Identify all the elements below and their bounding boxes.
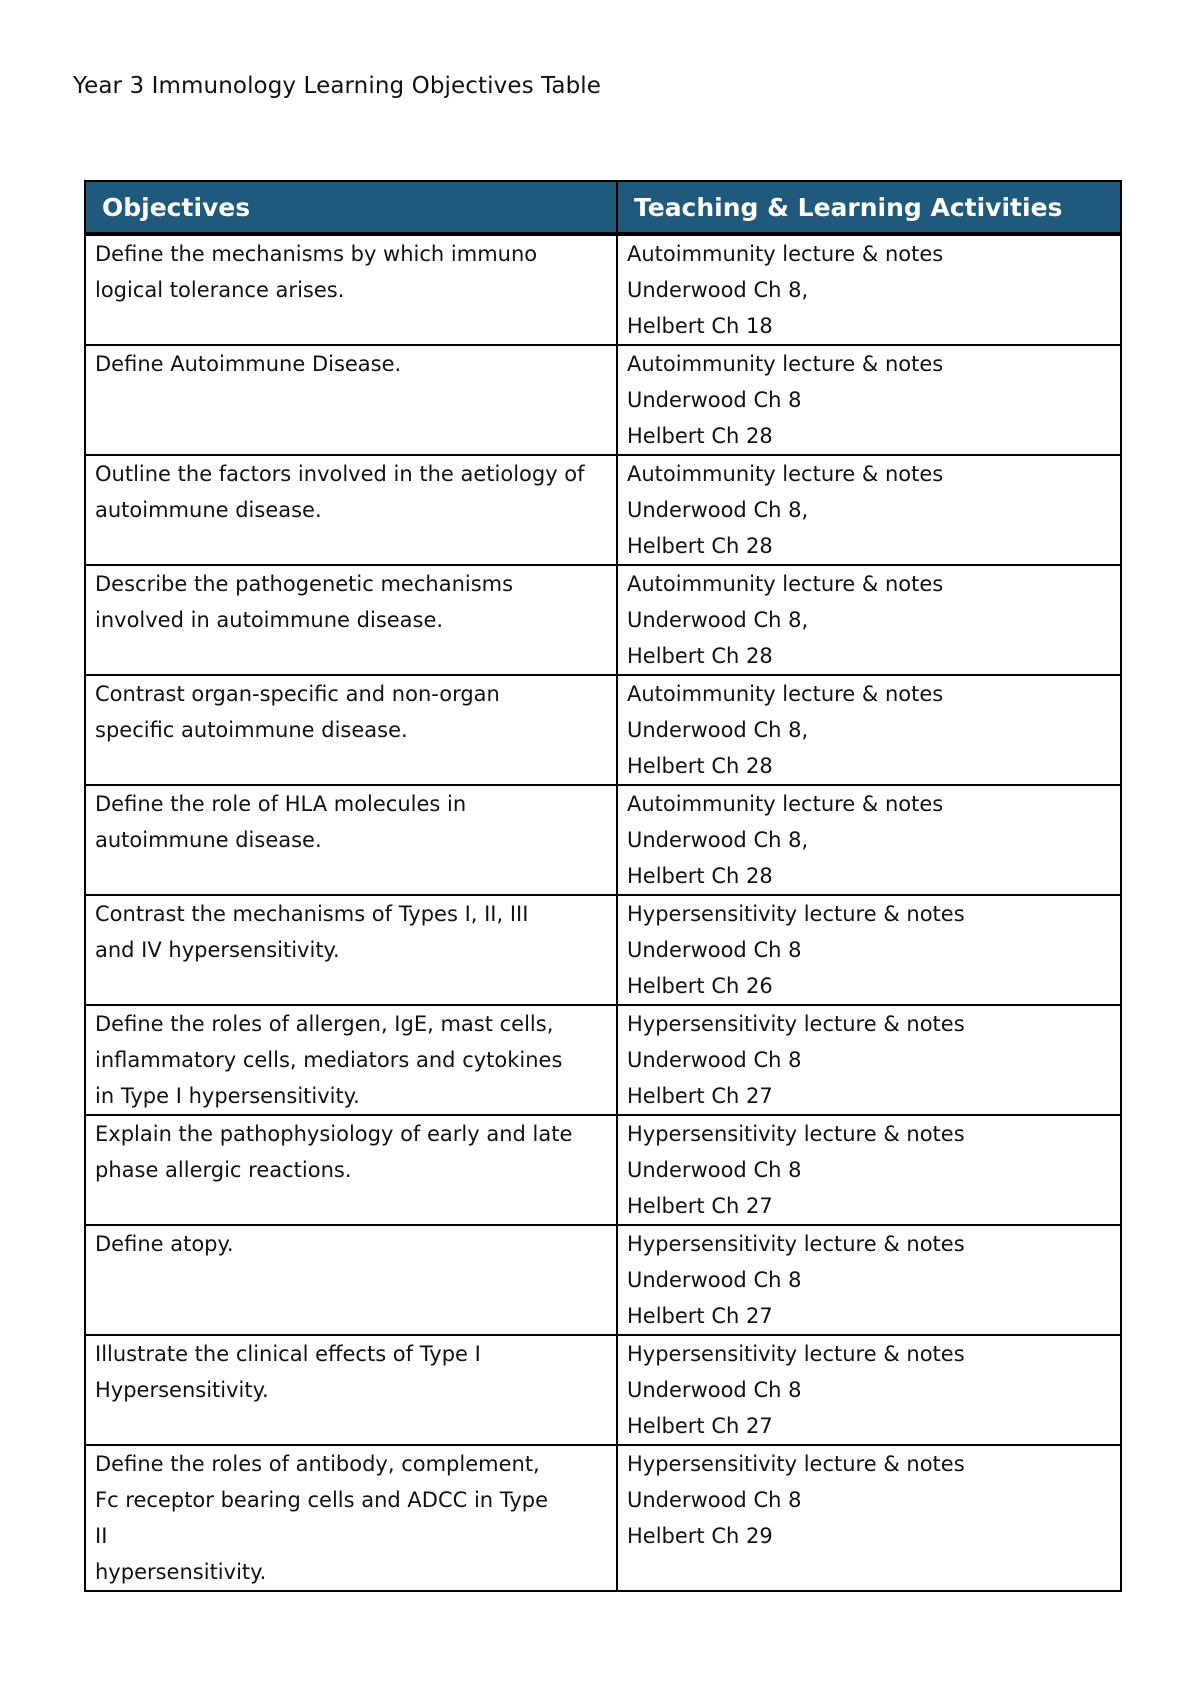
objective-text-line: Fc receptor bearing cells and ADCC in Type <box>95 1488 549 1512</box>
activity-text-line: Helbert Ch 29 <box>627 1524 773 1548</box>
header-teaching-learning-activities: Teaching & Learning Activities <box>617 181 1121 234</box>
table-row <box>85 1335 1121 1445</box>
objective-text-line: and IV hypersensitivity. <box>95 938 340 962</box>
activity-text-line: Underwood Ch 8, <box>627 718 809 742</box>
activities-cell <box>617 345 1121 455</box>
objective-cell <box>85 675 617 785</box>
objective-cell <box>85 1445 617 1591</box>
objective-text-line: II <box>95 1524 108 1548</box>
objective-cell <box>85 565 617 675</box>
activity-text-line: Underwood Ch 8 <box>627 1268 802 1292</box>
objective-cell <box>85 345 617 455</box>
objective-text-line: inflammatory cells, mediators and cytokines <box>95 1048 563 1072</box>
objective-text-line: Contrast the mechanisms of Types I, II, III <box>95 902 529 926</box>
activity-text-line: Hypersensitivity lecture & notes <box>627 902 965 926</box>
activity-text-line: Helbert Ch 28 <box>627 424 773 448</box>
table-row <box>85 345 1121 455</box>
objective-text-line: Contrast organ-specific and non-organ <box>95 682 500 706</box>
table-row <box>85 455 1121 565</box>
objective-text-line: Explain the pathophysiology of early and late <box>95 1122 573 1146</box>
activities-cell <box>617 675 1121 785</box>
table-row <box>85 1445 1121 1591</box>
activities-cell <box>617 895 1121 1005</box>
objective-text-line: Define the roles of antibody, complement, <box>95 1452 540 1476</box>
activities-cell <box>617 785 1121 895</box>
table-row <box>85 675 1121 785</box>
objective-text-line: autoimmune disease. <box>95 828 322 852</box>
activity-text-line: Autoimmunity lecture & notes <box>627 792 944 816</box>
objective-text-line: Hypersensitivity. <box>95 1378 269 1402</box>
objective-cell <box>85 1005 617 1115</box>
activity-text-line: Helbert Ch 28 <box>627 864 773 888</box>
objective-text-line: in Type I hypersensitivity. <box>95 1084 360 1108</box>
activity-text-line: Hypersensitivity lecture & notes <box>627 1452 965 1476</box>
table-body <box>85 234 1121 1591</box>
document-title: Year 3 Immunology Learning Objectives Table <box>73 73 602 99</box>
objective-text-line: Describe the pathogenetic mechanisms <box>95 572 514 596</box>
activity-text-line: Underwood Ch 8 <box>627 1488 802 1512</box>
activity-text-line: Autoimmunity lecture & notes <box>627 242 944 266</box>
objective-text-line: Define the roles of allergen, IgE, mast cells, <box>95 1012 554 1036</box>
table-row <box>85 1225 1121 1335</box>
objective-text-line: logical tolerance arises. <box>95 278 345 302</box>
header-objectives: Objectives <box>85 181 617 234</box>
objective-cell <box>85 1335 617 1445</box>
objective-cell <box>85 895 617 1005</box>
activity-text-line: Helbert Ch 28 <box>627 644 773 668</box>
objective-text-line: specific autoimmune disease. <box>95 718 408 742</box>
activity-text-line: Helbert Ch 27 <box>627 1084 773 1108</box>
activity-text-line: Underwood Ch 8 <box>627 938 802 962</box>
activity-text-line: Underwood Ch 8 <box>627 1158 802 1182</box>
objective-text-line: Outline the factors involved in the aetiology of <box>95 462 585 486</box>
objective-text-line: Illustrate the clinical effects of Type I <box>95 1342 481 1366</box>
activities-cell <box>617 1115 1121 1225</box>
activities-cell <box>617 1225 1121 1335</box>
activities-cell <box>617 1005 1121 1115</box>
objective-cell <box>85 455 617 565</box>
objective-text-line: phase allergic reactions. <box>95 1158 352 1182</box>
table-header-row <box>85 181 1121 234</box>
activity-text-line: Underwood Ch 8, <box>627 828 809 852</box>
activity-text-line: Underwood Ch 8, <box>627 278 809 302</box>
activity-text-line: Helbert Ch 18 <box>627 314 773 338</box>
activity-text-line: Autoimmunity lecture & notes <box>627 682 944 706</box>
activities-cell <box>617 565 1121 675</box>
activity-text-line: Helbert Ch 27 <box>627 1194 773 1218</box>
objective-text-line: Define atopy. <box>95 1232 234 1256</box>
activity-text-line: Helbert Ch 28 <box>627 754 773 778</box>
activity-text-line: Hypersensitivity lecture & notes <box>627 1012 965 1036</box>
table-row <box>85 1005 1121 1115</box>
activity-text-line: Autoimmunity lecture & notes <box>627 572 944 596</box>
table-row <box>85 895 1121 1005</box>
objective-text-line: Define Autoimmune Disease. <box>95 352 402 376</box>
objective-text-line: Define the mechanisms by which immuno <box>95 242 538 266</box>
objective-text-line: hypersensitivity. <box>95 1560 267 1584</box>
table-row <box>85 234 1121 345</box>
objectives-table <box>84 180 1122 1592</box>
activities-cell <box>617 1445 1121 1591</box>
objective-cell <box>85 785 617 895</box>
objective-cell <box>85 1225 617 1335</box>
activity-text-line: Helbert Ch 27 <box>627 1304 773 1328</box>
activities-cell <box>617 234 1121 345</box>
activity-text-line: Helbert Ch 26 <box>627 974 773 998</box>
activities-cell <box>617 455 1121 565</box>
table-row <box>85 565 1121 675</box>
activity-text-line: Underwood Ch 8, <box>627 498 809 522</box>
table-row <box>85 1115 1121 1225</box>
activities-cell <box>617 1335 1121 1445</box>
activity-text-line: Underwood Ch 8 <box>627 388 802 412</box>
activity-text-line: Underwood Ch 8, <box>627 608 809 632</box>
activity-text-line: Hypersensitivity lecture & notes <box>627 1342 965 1366</box>
objective-text-line: Define the role of HLA molecules in <box>95 792 467 816</box>
activity-text-line: Autoimmunity lecture & notes <box>627 462 944 486</box>
table-row <box>85 785 1121 895</box>
objective-text-line: involved in autoimmune disease. <box>95 608 444 632</box>
activity-text-line: Hypersensitivity lecture & notes <box>627 1122 965 1146</box>
activity-text-line: Autoimmunity lecture & notes <box>627 352 944 376</box>
activity-text-line: Underwood Ch 8 <box>627 1378 802 1402</box>
activity-text-line: Underwood Ch 8 <box>627 1048 802 1072</box>
activity-text-line: Helbert Ch 27 <box>627 1414 773 1438</box>
objective-cell <box>85 234 617 345</box>
activity-text-line: Helbert Ch 28 <box>627 534 773 558</box>
objective-text-line: autoimmune disease. <box>95 498 322 522</box>
objective-cell <box>85 1115 617 1225</box>
activity-text-line: Hypersensitivity lecture & notes <box>627 1232 965 1256</box>
